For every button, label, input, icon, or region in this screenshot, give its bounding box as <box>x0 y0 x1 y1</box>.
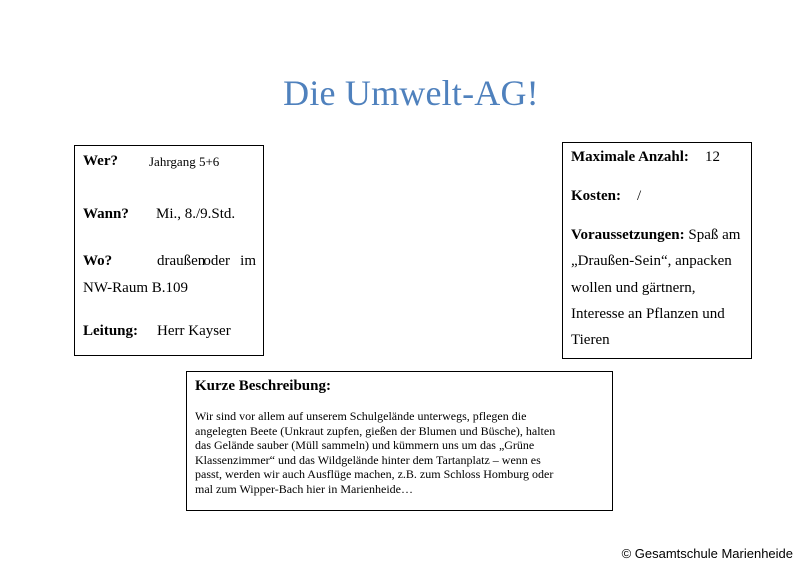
description-line: angelegten Beete (Unkraut zupfen, gießen der Blumen und Büsche), halten <box>195 423 556 438</box>
cost-label: Kosten: <box>571 188 621 204</box>
description-line: passt, werden wir auch Ausflüge machen, z.B. zum Schloss Homburg oder <box>195 467 554 482</box>
description-heading: Kurze Beschreibung: <box>195 378 331 394</box>
where-value-part2: oder <box>203 253 230 269</box>
description-text <box>195 409 603 497</box>
description-box <box>186 371 613 511</box>
max-label: Maximale Anzahl: <box>571 149 689 165</box>
requirements-row <box>571 227 740 244</box>
description-line: Klassenzimmer“ und das Wildgelände hinter dem Tartanplatz – wenn es <box>195 452 541 467</box>
lead-value: Herr Kayser <box>157 323 231 339</box>
copyright-footer: © Gesamtschule Marienheide <box>621 546 793 561</box>
lead-row <box>83 323 256 340</box>
when-value: Mi., 8./9.Std. <box>156 206 236 222</box>
page-title: Die Umwelt-AG! <box>283 73 539 113</box>
requirements-line3: wollen und gärtnern, <box>571 280 696 296</box>
description-line: mal zum Wipper-Bach hier in Marienheide… <box>195 481 413 496</box>
info-box <box>74 145 264 356</box>
where-row-line2 <box>83 280 256 297</box>
who-row <box>83 153 256 170</box>
details-box <box>562 142 752 359</box>
lead-label: Leitung: <box>83 323 139 339</box>
where-value-part3: im <box>240 253 256 269</box>
cost-value: / <box>637 188 642 204</box>
where-row <box>83 253 256 270</box>
requirements-line4: Interesse an Pflanzen und <box>571 306 725 322</box>
max-row <box>571 149 720 166</box>
requirements-line1: Spaß am <box>688 227 741 243</box>
cost-row <box>571 188 642 205</box>
when-row <box>83 206 256 223</box>
where-label: Wo? <box>83 253 113 269</box>
who-label: Wer? <box>83 153 118 169</box>
description-line: Wir sind vor allem auf unserem Schulgelände unterwegs, pflegen die <box>195 409 527 423</box>
where-value-line2: NW-Raum B.109 <box>83 280 188 296</box>
requirements-line2: „Draußen-Sein“, anpacken <box>571 253 732 269</box>
requirements-label: Voraussetzungen: <box>571 227 685 243</box>
description-line: das Gelände sauber (Müll sammeln) und kümmern uns um das „Grüne <box>195 438 535 453</box>
requirements-line5: Tieren <box>571 332 610 348</box>
max-value: 12 <box>705 149 720 165</box>
when-label: Wann? <box>83 206 129 222</box>
who-value: Jahrgang 5+6 <box>149 154 220 169</box>
where-value-part1: draußen <box>157 253 206 269</box>
